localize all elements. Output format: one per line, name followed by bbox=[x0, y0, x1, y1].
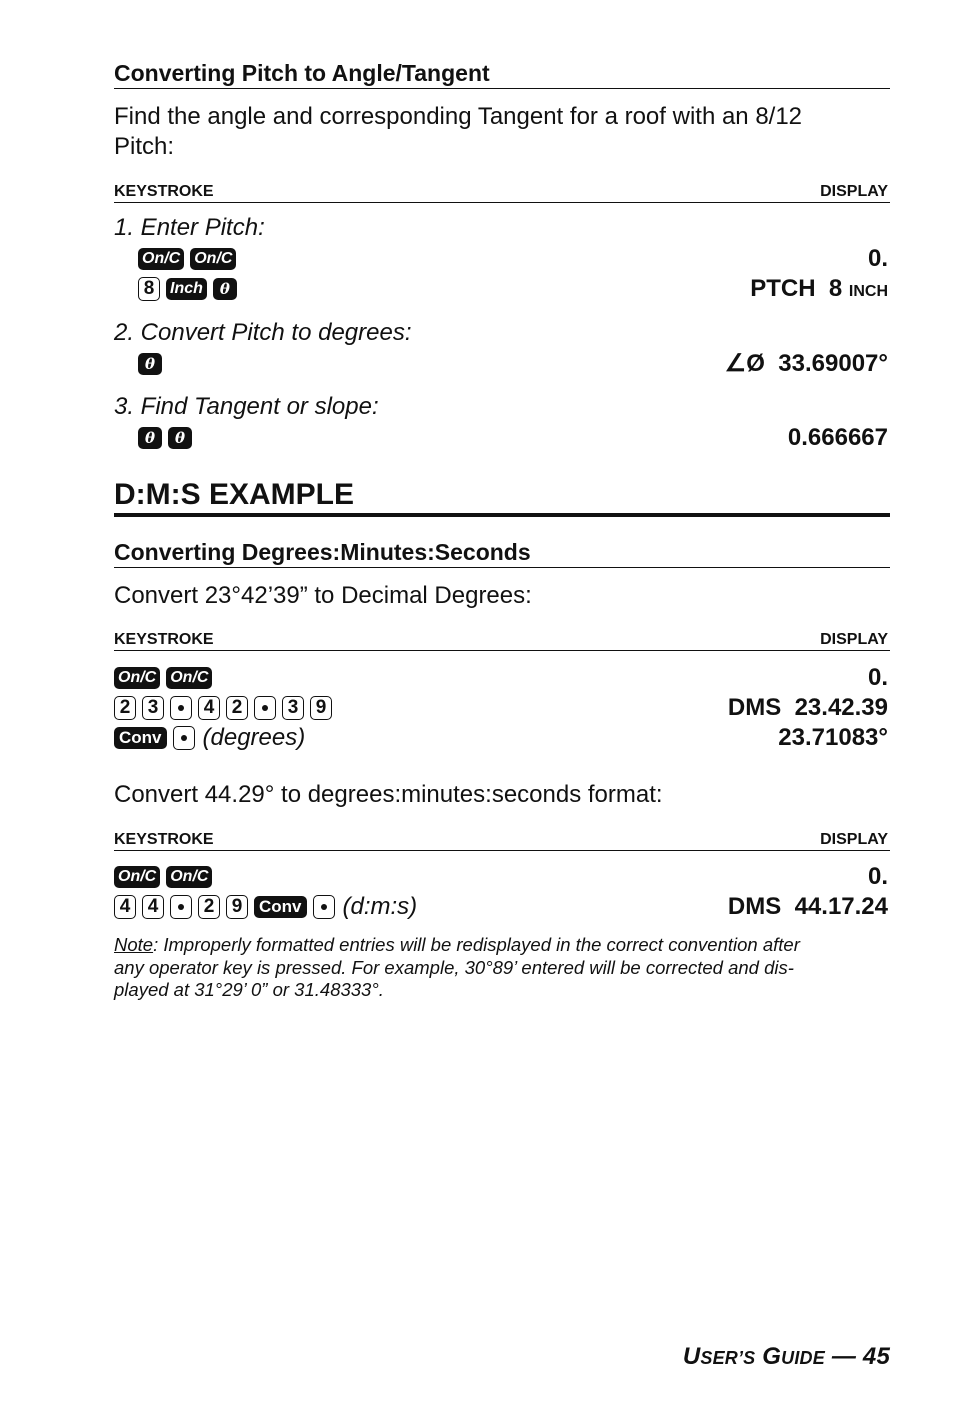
dms-ex2-row2-display: DMS 44.17.24 bbox=[727, 893, 888, 920]
step1-row1 bbox=[114, 244, 890, 274]
page-footer: USER’S GUIDE — 45 bbox=[682, 1343, 890, 1370]
step2-label: 2. Convert Pitch to degrees: bbox=[114, 319, 412, 346]
dot-key bbox=[173, 726, 195, 750]
key-3: 3 bbox=[282, 696, 304, 720]
key-3: 3 bbox=[142, 696, 164, 720]
dms-ex1-row3 bbox=[114, 723, 890, 753]
dms-ex1-row3-display: 23.71083° bbox=[778, 724, 888, 751]
step2-display: ∠Ø 33.69007° bbox=[724, 350, 888, 377]
pitch-display-value: PTCH 8 bbox=[750, 275, 849, 302]
key-2: 2 bbox=[114, 696, 136, 720]
dms-example2-intro: Convert 44.29° to degrees:minutes:seconds format: bbox=[114, 781, 663, 808]
theta-key: θ bbox=[168, 427, 192, 449]
key-4: 4 bbox=[198, 696, 220, 720]
dms-note: (d:m:s) bbox=[342, 893, 418, 920]
dms-ex1-row1 bbox=[114, 663, 890, 693]
dms-ex1-row2-display: DMS 23.42.39 bbox=[727, 694, 888, 721]
dms-ex2-row1 bbox=[114, 862, 890, 892]
section-title-pitch: Converting Pitch to Angle/Tangent bbox=[114, 60, 490, 86]
key-4: 4 bbox=[142, 895, 164, 919]
step1-row1-display: 0. bbox=[867, 245, 888, 272]
inch-key: Inch bbox=[166, 278, 207, 300]
dms-ex1-row1-display: 0. bbox=[867, 664, 888, 691]
step1-label: 1. Enter Pitch: bbox=[114, 214, 265, 241]
theta-key: θ bbox=[138, 353, 162, 375]
keystroke-header: KEYSTROKE bbox=[114, 183, 214, 200]
header-rule bbox=[114, 850, 890, 851]
degrees-note: (degrees) bbox=[202, 724, 306, 751]
step2-row bbox=[114, 349, 890, 379]
keystroke-header: KEYSTROKE bbox=[114, 831, 214, 848]
section-title-rule bbox=[114, 88, 890, 89]
on-c-key: On/C bbox=[114, 667, 160, 689]
note-label: Note bbox=[114, 934, 154, 955]
key-9: 9 bbox=[310, 696, 332, 720]
key-9: 9 bbox=[226, 895, 248, 919]
dms-subheading-rule bbox=[114, 567, 890, 568]
dms-subheading: Converting Degrees:Minutes:Seconds bbox=[114, 539, 531, 565]
step3-label: 3. Find Tangent or slope: bbox=[114, 393, 379, 420]
keystroke-header: KEYSTROKE bbox=[114, 631, 214, 648]
on-c-key: On/C bbox=[114, 866, 160, 888]
key-2: 2 bbox=[198, 895, 220, 919]
pitch-intro-line1: Find the angle and corresponding Tangent for a roof with an 8/12 bbox=[114, 103, 803, 130]
conv-key: Conv bbox=[254, 896, 307, 918]
note-line1: Note: Improperly formatted entries will be redisplayed in the correct convention after bbox=[114, 934, 800, 955]
display-header: DISPLAY bbox=[820, 631, 888, 648]
dms-heading-rule bbox=[114, 513, 890, 517]
header-rule bbox=[114, 650, 890, 651]
dot-key bbox=[313, 895, 335, 919]
theta-key: θ bbox=[213, 278, 237, 300]
display-header: DISPLAY bbox=[820, 183, 888, 200]
step3-display: 0.666667 bbox=[787, 424, 888, 451]
conv-key: Conv bbox=[114, 727, 167, 749]
on-c-key: On/C bbox=[138, 248, 184, 270]
dms-ex2-row2 bbox=[114, 892, 890, 922]
note-line2: any operator key is pressed. For example, 30°89’ entered will be corrected and dis- bbox=[114, 956, 794, 978]
key-4: 4 bbox=[114, 895, 136, 919]
display-header: DISPLAY bbox=[820, 831, 888, 848]
key-8: 8 bbox=[138, 277, 160, 301]
dot-key bbox=[254, 696, 276, 720]
step3-row bbox=[114, 423, 890, 453]
key-2: 2 bbox=[226, 696, 248, 720]
dms-heading: D:M:S EXAMPLE bbox=[114, 478, 354, 511]
header-rule bbox=[114, 202, 890, 203]
on-c-key: On/C bbox=[166, 667, 212, 689]
on-c-key: On/C bbox=[190, 248, 236, 270]
dot-key bbox=[170, 696, 192, 720]
note-paragraph bbox=[114, 934, 890, 1002]
pitch-intro-line2: Pitch: bbox=[114, 133, 175, 160]
step1-row2-display bbox=[750, 274, 888, 307]
on-c-key: On/C bbox=[166, 866, 212, 888]
note-line3: played at 31°29’ 0” or 31.48333°. bbox=[114, 979, 384, 1000]
dms-ex2-row1-display: 0. bbox=[867, 863, 888, 890]
dms-ex1-row2 bbox=[114, 693, 890, 723]
pitch-display-unit: INCH bbox=[848, 283, 888, 300]
dot-key bbox=[170, 895, 192, 919]
theta-key: θ bbox=[138, 427, 162, 449]
step1-row2 bbox=[114, 274, 890, 304]
dms-example1-intro: Convert 23°42’39” to Decimal Degrees: bbox=[114, 582, 532, 609]
